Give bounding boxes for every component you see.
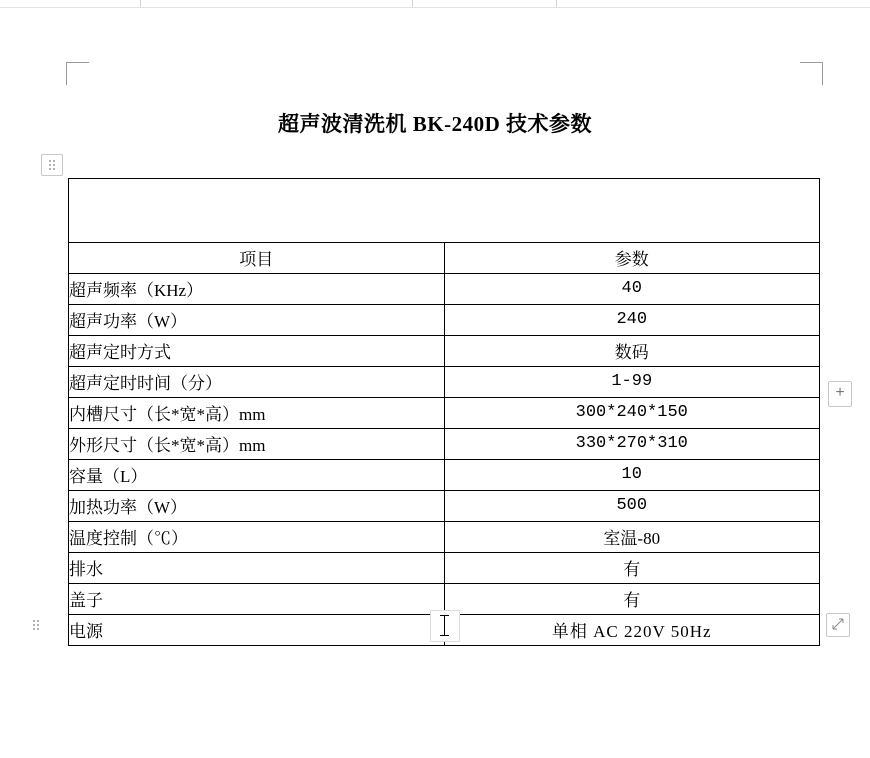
spec-table-body: [69, 179, 820, 646]
row-value: 有: [444, 553, 820, 584]
row-item: 外形尺寸（长*宽*高）mm: [69, 429, 445, 460]
page-title: 超声波清洗机 BK-240D 技术参数: [278, 112, 592, 136]
row-item: 温度控制（℃）: [69, 522, 445, 553]
table-resize-handle[interactable]: [826, 613, 850, 637]
table-row[interactable]: [69, 367, 820, 398]
row-item: 超声定时时间（分）: [69, 367, 445, 398]
table-row[interactable]: [69, 398, 820, 429]
row-value: 40: [444, 274, 820, 305]
row-value: 单相 AC 220V 50Hz: [444, 615, 820, 646]
row-item: 超声定时方式: [69, 336, 445, 367]
table-row[interactable]: [69, 491, 820, 522]
table-row[interactable]: [69, 553, 820, 584]
row-value: 330*270*310: [444, 429, 820, 460]
row-item: 加热功率（W）: [69, 491, 445, 522]
header-value: 参数: [444, 243, 820, 274]
dots-icon: [33, 620, 39, 630]
table-row[interactable]: [69, 305, 820, 336]
table-row[interactable]: [69, 460, 820, 491]
row-item: 电源: [69, 615, 445, 646]
row-item: 超声频率（KHz）: [69, 274, 445, 305]
text-cursor-marker: [430, 610, 460, 642]
table-row[interactable]: [69, 274, 820, 305]
spec-table[interactable]: [68, 178, 820, 646]
page-crop-mark-top-left: [66, 62, 89, 85]
row-value: 240: [444, 305, 820, 336]
row-value: 1-99: [444, 367, 820, 398]
table-row[interactable]: [69, 429, 820, 460]
row-item: 容量（L）: [69, 460, 445, 491]
dots-icon: [49, 160, 55, 170]
table-header-row[interactable]: [69, 243, 820, 274]
row-item: 排水: [69, 553, 445, 584]
row-item: 盖子: [69, 584, 445, 615]
resize-diagonal-icon: [831, 617, 845, 631]
paragraph-move-handle[interactable]: [26, 614, 46, 636]
row-item: 内槽尺寸（长*宽*高）mm: [69, 398, 445, 429]
row-value: 数码: [444, 336, 820, 367]
table-row[interactable]: [69, 336, 820, 367]
blank-cell[interactable]: [69, 179, 820, 243]
row-value: 有: [444, 584, 820, 615]
row-value: 室温-80: [444, 522, 820, 553]
table-move-handle[interactable]: [41, 154, 63, 176]
spec-table-wrapper: [68, 178, 820, 646]
row-value: 10: [444, 460, 820, 491]
table-row[interactable]: [69, 522, 820, 553]
table-row-blank[interactable]: [69, 179, 820, 243]
add-row-button[interactable]: +: [828, 381, 852, 407]
row-value: 300*240*150: [444, 398, 820, 429]
row-value: 500: [444, 491, 820, 522]
page-crop-mark-top-right: [800, 62, 823, 85]
horizontal-ruler[interactable]: [0, 0, 870, 8]
header-item: 项目: [69, 243, 445, 274]
row-item: 超声功率（W）: [69, 305, 445, 336]
